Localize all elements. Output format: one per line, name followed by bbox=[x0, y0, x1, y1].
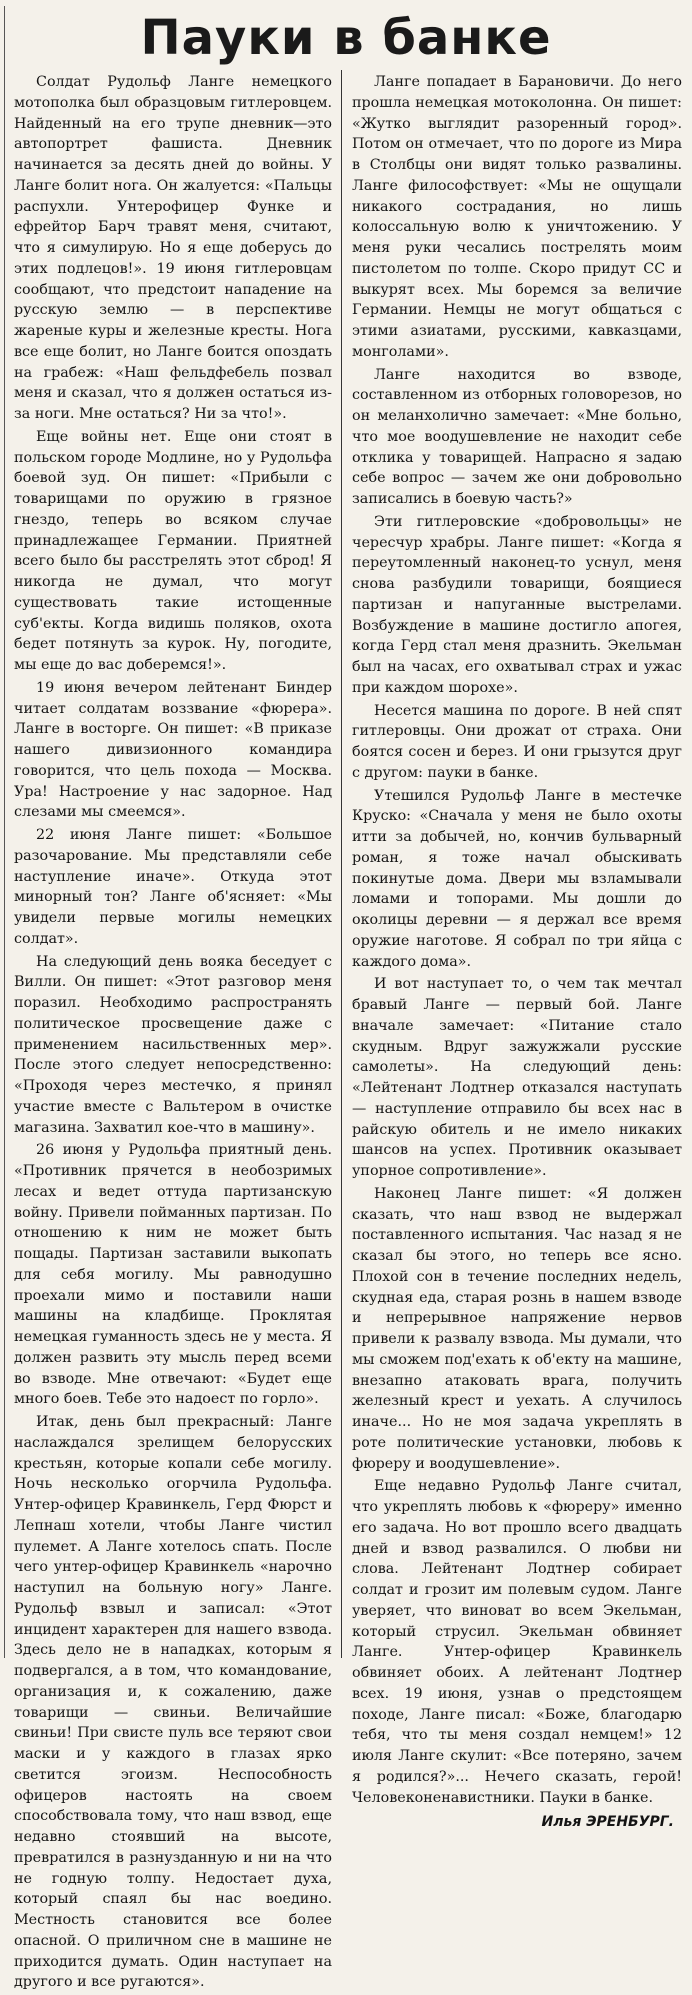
paragraph: Еще недавно Рудольф Ланге считал, что укреплять любовь к «фюреру» именно его задача. Но вот прошло всего двадцать дней и взвод развалился. О любви ни слова. Лейтенант Лодтнер собирает солдат и грозит им полевым судом. Ланге уверяет, что виноват во всем Экельман, который струсил. Экельман обвиняет Ланге. Унтер-офицер Кравинкель обвиняет обоих. А лейтенант Лодтнер всех. 19 июня, узнав о предстоящем походе, Ланге писал: «Боже, благодарю тебя, что ты меня создал немцем!» 12 июля Ланге скулит: «Все потеряно, зачем я родился?»... Нечего сказать, герой! Человеконенавистники. Пауки в банке. bbox=[352, 1478, 682, 1806]
column-divider bbox=[341, 70, 342, 1658]
paragraph: Утешился Рудольф Ланге в местечке Круско: «Сначала у меня не было охоты итти за добычей, но, кончив бульварный роман, я тоже начал обыскивать покинутые дома. Двери мы взламывали ломами и топорами. Мы дошли до околицы деревни — я держал все время оружие наготове. Я собрал по три яйца с каждого дома». bbox=[352, 787, 682, 970]
paragraph: Ланге находится во взводе, составленном из отборных головорезов, но он меланхолично замечает: «Мне больно, что мое воодушевление не находит себе отклика у товарищей. Напрасно я задаю себе вопрос — зачем же они добровольно записались в боевую часть?» bbox=[352, 366, 682, 507]
paragraph: Итак, день был прекрасный: Ланге наслаждался зрелищем белорусских крестьян, которые копали себе могилу. Ночь несколько огорчила Рудольфа. Унтер-офицер Кравинкель, Герд Фюрст и Лепнаш хотели, чтобы Ланге чистил пулемет. А Ланге хотелось спать. После чего унтер-офицер Кравинкель «нарочно наступил на больную ногу» Ланге. Рудольф взвыл и записал: «Этот инцидент характерен для нашего взвода. Здесь дело не в нападках, которым я подвергался, а в том, что командование, организация и, к сожалению, даже товарищи — свиньи. Величайшие свиньи! При свисте пуль все теряют свои маски и у каждого в глазах ярко светится эгоизм. Неспособность офицеров настоять на своем способствовала тому, что наш взвод, еще недавно стоявший на высоте, превратился в разнузданную и ни на что не годную толпу. Недостает духа, который спаял бы нас воедино. Местность становится все более опасной. О приличном сне в машине не приходится думать. Один наступает на другого и все ругаются». bbox=[14, 1414, 332, 1991]
paragraph: И вот наступает то, о чем так мечтал бравый Ланге — первый бой. Ланге вначале замечает: «Питание стало скудным. Вдруг зажужжали русские самолеты». На следующий день: «Лейтенант Лодтнер отказался наступать — наступление отправило бы всех нас в райскую обитель и не имело никаких шансов на успех. Противник оказывает упорное сопротивление». bbox=[352, 976, 682, 1179]
article-title: Пауки в банке bbox=[140, 10, 552, 66]
paragraph: Несется машина по дороге. В ней спят гитлеровцы. Они дрожат от страха. Они боятся сосен и берез. И они грызутся друг с другом: пауки в банке. bbox=[352, 702, 682, 781]
right-column bbox=[352, 72, 682, 1833]
paragraph: Ланге попадает в Барановичи. До него прошла немецкая мотоколонна. Он пишет: «Жутко выглядит разоренный город». Потом он отмечает, что по дороге из Мира в Столбцы они видят только развалины. Ланге философствует: «Мы не ощущали никакого сострадания, но лишь колоссальную волю к уничтожению. У меня руки чесались пострелять моим пистолетом по толпе. Скоро придут СС и выкурят всех. Мы боремся за величие Германии. Немцы не могут общаться с этими азиатами, русскими, кавказцами, монголами». bbox=[352, 74, 682, 360]
paragraph: 22 июня Ланге пишет: «Большое разочарование. Мы представляли себе наступление иначе». Откуда этот минорный тон? Ланге об'ясняет: «Мы увидели первые могилы немецких солдат». bbox=[14, 827, 332, 947]
paragraph: Солдат Рудольф Ланге немецкого мотополка был образцовым гитлеровцем. Найденный на его трупе дневник—это автопортрет фашиста. Дневник начинается за десять дней до войны. У Ланге болит нога. Он жалуется: «Пальцы распухли. Унтерофицер Функе и ефрейтор Барч травят меня, считают, что я симулирую. Но я еще доберусь до этих подлецов!». 19 июня гитлеровцам сообщают, что предстоит нападение на русскую землю — в перспективе жареные куры и железные кресты. Нога все еще болит, но Ланге боится опоздать на грабеж: «Наш фельдфебель позвал меня и сказал, что я должен остаться из-за ноги. Мне остаться? Ни за что!». bbox=[14, 74, 332, 422]
page-border-rule bbox=[4, 6, 5, 1658]
paragraph: На следующий день вояка беседует с Вилли. Он пишет: «Этот разговор меня поразил. Необходимо распространять политическое просвещение даже с применением насильственных мер». После этого следует непосредственно: «Проходя через местечко, я принял участие вместе с Вальтером в очистке магазина. Захватил кое-что в машину». bbox=[14, 953, 332, 1136]
paragraph: 19 июня вечером лейтенант Биндер читает солдатам воззвание «фюрера». Ланге в восторге. Он пишет: «В приказе нашего дивизионного командира говорится, что цель похода — Москва. Ура! Настроение у нас задорное. Над слезами мы смеемся». bbox=[14, 679, 332, 821]
paragraph: Еще войны нет. Еще они стоят в польском городе Модлине, но у Рудольфа боевой зуд. Он пишет: «Прибыли с товарищами по оружию в грязное гнездо, теперь во всяком случае принадлежащее Германии. Приятней всего было бы расстрелять этот сброд! Я никогда не думал, что могут существовать такие истощенные суб'екты. Когда видишь поляков, охота бедет потянуть за курок. Ну, погодите, мы еще до вас доберемся!». bbox=[14, 428, 332, 673]
author-signature: Илья ЭРЕНБУРГ. bbox=[541, 1814, 674, 1831]
paragraph: Наконец Ланге пишет: «Я должен сказать, что наш взвод не выдержал поставленного испытания. Час назад я не сказал бы этого, но теперь все ясно. Плохой сон в течение последних недель, скудная еда, старая рознь в нашем взводе и непрерывное напряжение нервов привели к развалу взвода. Мы думали, что мы сможем под'ехать к об'екту на машине, внезапно атаковать врага, получить железный крест и уехать. А случилось иначе... Но не моя задача укреплять в роте политические установки, любовь к фюреру и воодушевление». bbox=[352, 1185, 682, 1472]
left-column bbox=[14, 72, 332, 1995]
paragraph: Эти гитлеровские «добровольцы» не чересчур храбры. Ланге пишет: «Когда я переутомленный наконец-то уснул, меня снова разбудили товарищи, боящиеся партизан и напуганные выстрелами. Возбуждение в машине достигло апогея, когда Герд стал меня дразнить. Экельман был на часах, его охватывал страх и ужас при каждом шорохе». bbox=[352, 513, 682, 696]
paragraph: 26 июня у Рудольфа приятный день. «Противник прячется в необозримых лесах и ведет оттуда партизанскую войну. Привели пойманных партизан. По отношению к ним не может быть пощады. Партизан заставили выкопать для себя могилу. Мы равнодушно проехали мимо и поставили наши машины на кладбище. Проклятая немецкая гуманность здесь не у места. Я должен развить эту мысль перед всеми во взводе. Мне отвечают: «Будет еще много боев. Тебе это надоест по горло». bbox=[14, 1142, 332, 1408]
